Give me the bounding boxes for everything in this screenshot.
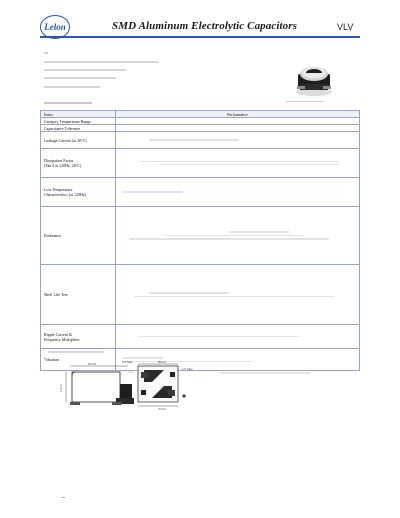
row-performance	[116, 132, 360, 149]
table-row	[41, 149, 360, 178]
capacitor-photo	[278, 50, 350, 100]
dimensions-heading	[48, 351, 104, 353]
column-header-items: Items	[41, 111, 116, 118]
spec-heading	[44, 102, 92, 104]
table-header-row	[41, 111, 360, 118]
row-item-label: Shelf Life Test	[41, 265, 116, 325]
feature-line	[44, 69, 126, 71]
title-rule	[40, 36, 360, 38]
dimension-table-placeholder	[220, 372, 310, 374]
table-row	[41, 265, 360, 325]
table-row	[41, 132, 360, 149]
row-performance	[116, 325, 360, 349]
bottom-view-drawing	[130, 360, 210, 412]
dimension-label: 1.0 Max	[182, 367, 193, 371]
row-item-label: Dissipation Factor (Tan δ at 120Hz, 20°C)	[41, 149, 116, 178]
row-item-label: Endurance	[41, 207, 116, 265]
photo-caption	[286, 99, 324, 103]
dimension-label: D±0.5	[88, 362, 96, 366]
dimension-label: B±0.2	[158, 360, 166, 364]
row-item-label: Leakage Current (at 20°C)	[41, 132, 116, 149]
feature-line	[44, 86, 100, 88]
footer-mark	[62, 494, 65, 499]
row-performance	[116, 178, 360, 207]
row-performance	[116, 265, 360, 325]
column-header-performance: Performance	[116, 111, 360, 118]
table-row	[41, 118, 360, 125]
table-row	[41, 207, 360, 265]
specification-table	[40, 110, 360, 371]
feature-line	[44, 61, 159, 63]
row-item-label: Category Temperature Range	[41, 118, 116, 125]
row-performance	[116, 149, 360, 178]
table-row	[41, 125, 360, 132]
table-row	[41, 325, 360, 349]
row-item-label: Capacitance Tolerance	[41, 125, 116, 132]
row-item-label: Ripple Current & Frequency Multipliers	[41, 325, 116, 349]
dimension-label: C±0.2	[158, 407, 166, 411]
row-item-label: Vibration	[41, 349, 116, 371]
series-code: VLV	[337, 22, 354, 32]
company-logo: Lelon	[40, 15, 70, 39]
feature-line	[44, 52, 48, 54]
feature-line	[44, 77, 116, 79]
page-title: SMD Aluminum Electrolytic Capacitors	[112, 20, 298, 32]
row-performance	[116, 207, 360, 265]
dimension-label: 0.3 Max	[122, 360, 133, 364]
dimension-label: L±0.3	[59, 384, 63, 392]
row-performance	[116, 125, 360, 132]
row-performance	[116, 118, 360, 125]
row-item-label: Low Temperature Characteristics (at 120Hz)	[41, 178, 116, 207]
table-row	[41, 178, 360, 207]
